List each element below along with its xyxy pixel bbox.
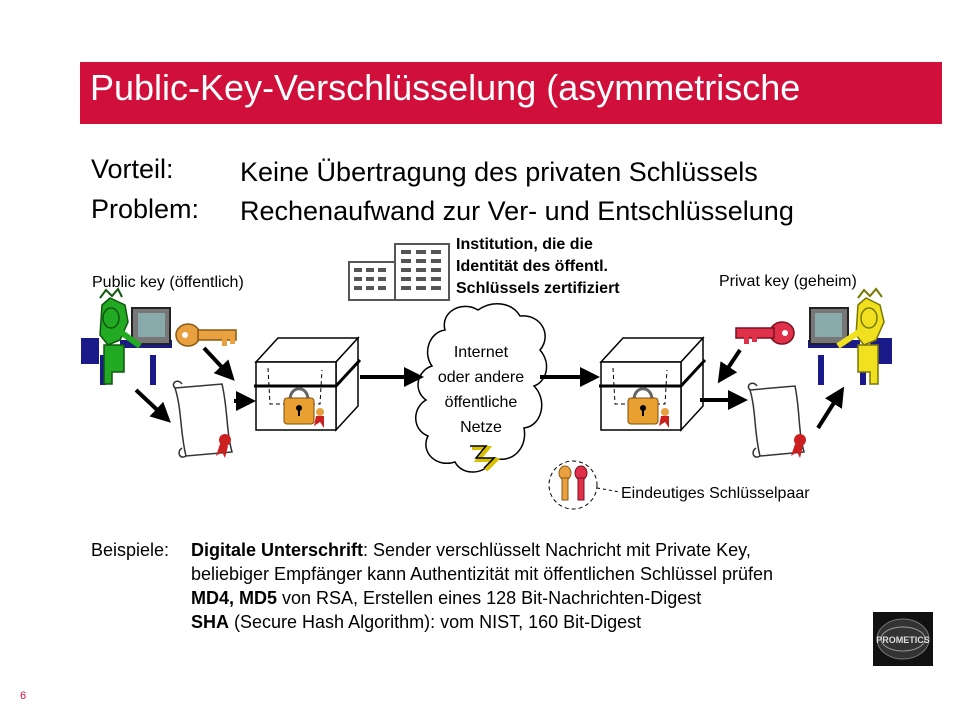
network-line: Netze [460,419,502,436]
receiver-safe-box-icon [599,338,705,430]
example-line-4 [191,610,641,634]
problem-text: Rechenaufwand zur Ver- und Entschlüsselung [240,196,794,226]
receiver-person-icon [808,289,892,385]
example-term: MD4, MD5 [191,588,278,608]
network-line: Internet [453,344,509,361]
logo-mark-icon [873,612,933,666]
private-key-label: Privat key (geheim) [719,273,857,290]
network-label [421,340,541,440]
institution-label [456,234,620,300]
public-key-label: Public key (öffentlich) [92,274,244,291]
key-pair-icon [549,461,620,509]
network-line: oder andere [437,369,525,386]
institution-line: Institution, die die [456,236,593,253]
problem-label: Problem: [91,194,200,224]
arrow-person-to-doc [136,390,168,420]
example-line-1 [191,538,751,562]
example-text: von RSA, Erstellen eines 128 Bit-Nachrichten-Digest [277,588,702,608]
sender-safe-box-icon [254,338,360,430]
key-pair-label: Eindeutiges Schlüsselpaar [621,485,810,502]
advantage-label: Vorteil: [91,154,174,184]
institution-line: Schlüssels zertifiziert [456,280,620,297]
example-term: Digitale Unterschrift [191,540,364,560]
arrow-key-to-box [204,348,232,378]
slide-title: Public-Key-Verschlüsselung (asymmetrische [90,67,801,108]
receiver-document-icon [748,383,806,458]
example-line-2: beliebiger Empfänger kann Authentizität mit öffentlichen Schlüssel prüfen [191,564,774,584]
example-text: : Sender verschlüsselt Nachricht mit Private Key, [363,540,751,560]
arrow-doc-to-person [818,390,842,428]
institution-line: Identität des öffentl. [456,258,608,275]
private-key-icon [736,322,794,344]
network-line: öffentliche [444,394,518,411]
advantage-text: Keine Übertragung des privaten Schlüssels [240,157,758,187]
example-term: SHA [191,612,230,632]
sender-document-icon [173,381,232,458]
public-key-icon [176,324,236,346]
logo-text: PROMETICS [876,635,930,645]
example-line-3 [191,586,701,610]
building-icon [349,244,449,300]
page-number: 6 [20,690,27,702]
arrow-privkey-to-box [720,350,740,380]
prometics-logo [873,612,933,666]
sender-person-icon [81,289,172,385]
examples-label: Beispiele: [91,540,170,560]
example-text: (Secure Hash Algorithm): vom NIST, 160 Bit-Digest [229,612,642,632]
